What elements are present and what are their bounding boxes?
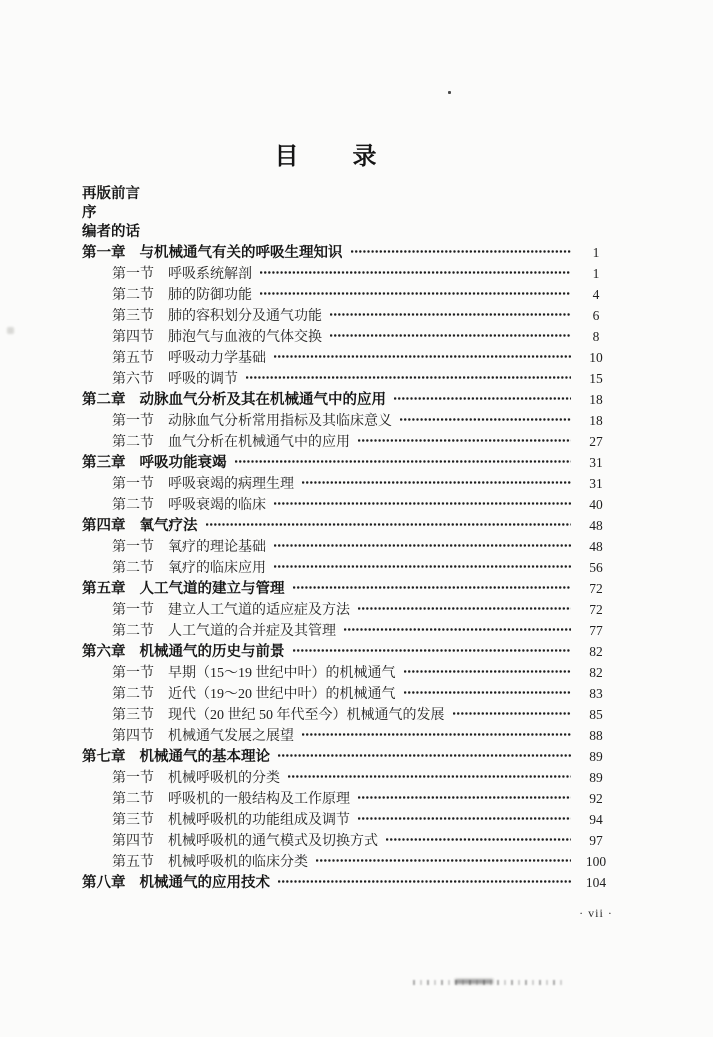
toc-entry-label: 第一节 <box>112 771 154 786</box>
scan-spot <box>448 91 451 94</box>
toc-entry-page-number: 94 <box>589 812 603 827</box>
toc-entry-label: 第八章 <box>82 875 126 891</box>
toc-entry-label: 第一节 <box>112 267 154 282</box>
toc-entry-page-number: 72 <box>589 581 603 596</box>
toc-row <box>82 872 612 893</box>
dot-leader <box>274 564 571 569</box>
toc-entry-title: 与机械通气有关的呼吸生理知识 <box>139 245 343 261</box>
toc-entry-page-number: 77 <box>589 623 603 638</box>
toc-entry-title: 呼吸机的一般结构及工作原理 <box>168 792 350 807</box>
toc-entry-page-number: 40 <box>589 497 603 512</box>
dot-leader <box>293 648 572 653</box>
toc-row <box>82 641 612 662</box>
dot-leader <box>278 753 571 758</box>
toc-entry-page-number: 4 <box>592 287 600 302</box>
dot-leader <box>358 816 571 821</box>
toc-entry-title: 呼吸衰竭的病理生理 <box>168 477 294 492</box>
toc-row <box>82 410 612 431</box>
toc-entry-page-number: 1 <box>592 266 600 281</box>
toc-entry-title: 现代（20 世纪 50 年代至今）机械通气的发展 <box>168 708 445 723</box>
page-title: 目 录 <box>274 144 379 170</box>
toc-entry-title: 早期（15～19 世纪中叶）的机械通气 <box>168 666 396 681</box>
toc-row <box>82 809 612 830</box>
toc-entry-label: 第一节 <box>112 414 154 429</box>
toc-row <box>82 746 612 767</box>
scan-mark <box>7 327 14 334</box>
dot-leader <box>260 291 571 296</box>
toc-entry-title: 机械呼吸机的分类 <box>168 771 280 786</box>
toc-entry-title: 肺泡气与血液的气体交换 <box>168 330 322 345</box>
toc-entry-page-number: 83 <box>589 686 603 701</box>
toc-row <box>82 284 612 305</box>
page-number-folio: · vii · <box>579 906 613 920</box>
toc-entry-page-number: 92 <box>589 791 603 806</box>
toc-entry-page-number: 104 <box>585 875 607 890</box>
toc-entry-label: 第三节 <box>112 309 154 324</box>
toc-entry-page-number: 48 <box>589 539 603 554</box>
toc-entry-page-number: 88 <box>589 728 603 743</box>
toc-entry-label: 第四节 <box>112 834 154 849</box>
toc-entry-page-number: 27 <box>589 434 603 449</box>
toc-row <box>82 536 612 557</box>
toc-entry-page-number: 31 <box>589 455 603 470</box>
toc-list <box>82 242 612 893</box>
toc-entry-page-number: 18 <box>589 413 603 428</box>
toc-entry-title: 建立人工气道的适应症及方法 <box>168 603 350 618</box>
toc-entry-title: 呼吸动力学基础 <box>168 351 266 366</box>
front-matter-list <box>82 185 140 242</box>
toc-entry-title: 动脉血气分析常用指标及其临床意义 <box>168 414 392 429</box>
dot-leader <box>235 459 572 464</box>
toc-entry-title: 人工气道的建立与管理 <box>139 581 285 597</box>
toc-entry-page-number: 89 <box>589 749 603 764</box>
toc-entry-label: 第六章 <box>82 644 126 660</box>
dot-leader <box>288 774 571 779</box>
toc-entry-label: 第五节 <box>112 351 154 366</box>
dot-leader <box>316 858 571 863</box>
toc-entry-page-number: 6 <box>592 308 600 323</box>
dot-leader <box>330 333 571 338</box>
toc-row <box>82 704 612 725</box>
dot-leader <box>351 249 572 254</box>
toc-entry-title: 机械通气的历史与前景 <box>139 644 285 660</box>
toc-entry-label: 第二节 <box>112 498 154 513</box>
dot-leader <box>386 837 571 842</box>
toc-row <box>82 494 612 515</box>
toc-row <box>82 788 612 809</box>
toc-entry-label: 第五章 <box>82 581 126 597</box>
toc-entry-label: 第一章 <box>82 245 126 261</box>
dot-leader <box>302 732 571 737</box>
toc-entry-title: 肺的防御功能 <box>168 288 252 303</box>
toc-row <box>82 515 612 536</box>
toc-entry-title: 近代（19～20 世纪中叶）的机械通气 <box>168 687 396 702</box>
toc-row <box>82 347 612 368</box>
toc-entry-label: 第一节 <box>112 603 154 618</box>
toc-entry-page-number: 82 <box>589 665 603 680</box>
toc-entry-label: 第一节 <box>112 666 154 681</box>
toc-entry-title: 机械呼吸机的临床分类 <box>168 855 308 870</box>
dot-leader <box>404 669 572 674</box>
dot-leader <box>293 585 572 590</box>
toc-entry-title: 机械呼吸机的功能组成及调节 <box>168 813 350 828</box>
toc-row <box>82 368 612 389</box>
toc-entry-title: 呼吸的调节 <box>168 372 238 387</box>
front-matter-item: 编者的话 <box>82 224 140 240</box>
toc-entry-title: 机械通气发展之展望 <box>168 729 294 744</box>
dot-leader <box>344 627 571 632</box>
dot-leader <box>278 879 571 884</box>
toc-entry-label: 第一节 <box>112 477 154 492</box>
dot-leader <box>246 375 571 380</box>
toc-entry-page-number: 1 <box>592 245 600 260</box>
toc-entry-label: 第三章 <box>82 455 126 471</box>
toc-entry-label: 第三节 <box>112 708 154 723</box>
toc-entry-title: 血气分析在机械通气中的应用 <box>168 435 350 450</box>
toc-entry-label: 第二节 <box>112 792 154 807</box>
toc-row <box>82 557 612 578</box>
toc-entry-title: 氧疗的理论基础 <box>168 540 266 555</box>
toc-entry-page-number: 97 <box>589 833 603 848</box>
toc-entry-page-number: 18 <box>589 392 603 407</box>
toc-entry-title: 呼吸系统解剖 <box>168 267 252 282</box>
toc-entry-page-number: 8 <box>592 329 600 344</box>
toc-entry-label: 第二节 <box>112 288 154 303</box>
toc-entry-title: 动脉血气分析及其在机械通气中的应用 <box>139 392 386 408</box>
toc-entry-title: 氧气疗法 <box>139 518 198 534</box>
toc-entry-page-number: 56 <box>589 560 603 575</box>
toc-entry-page-number: 82 <box>589 644 603 659</box>
toc-entry-page-number: 15 <box>589 371 603 386</box>
toc-entry-label: 第二节 <box>112 561 154 576</box>
toc-row <box>82 578 612 599</box>
toc-entry-label: 第三节 <box>112 813 154 828</box>
dot-leader <box>400 417 571 422</box>
toc-entry-label: 第二节 <box>112 687 154 702</box>
dot-leader <box>358 795 571 800</box>
scan-smudge <box>413 980 563 985</box>
dot-leader <box>274 354 571 359</box>
dot-leader <box>260 270 571 275</box>
toc-entry-label: 第一节 <box>112 540 154 555</box>
toc-entry-label: 第五节 <box>112 855 154 870</box>
dot-leader <box>330 312 571 317</box>
toc-entry-title: 肺的容积划分及通气功能 <box>168 309 322 324</box>
toc-entry-label: 第四节 <box>112 330 154 345</box>
toc-entry-label: 第二章 <box>82 392 126 408</box>
dot-leader <box>274 501 571 506</box>
toc-entry-title: 呼吸衰竭的临床 <box>168 498 266 513</box>
toc-entry-title: 机械呼吸机的通气模式及切换方式 <box>168 834 378 849</box>
toc-entry-label: 第六节 <box>112 372 154 387</box>
toc-row <box>82 305 612 326</box>
toc-row <box>82 431 612 452</box>
dot-leader <box>358 606 571 611</box>
toc-row <box>82 263 612 284</box>
dot-leader <box>302 480 571 485</box>
toc-entry-label: 第二节 <box>112 624 154 639</box>
front-matter-item: 再版前言 <box>82 186 140 202</box>
dot-leader <box>453 711 572 716</box>
toc-entry-label: 第二节 <box>112 435 154 450</box>
dot-leader <box>206 522 572 527</box>
toc-entry-page-number: 89 <box>589 770 603 785</box>
toc-entry-title: 呼吸功能衰竭 <box>139 455 227 471</box>
dot-leader <box>274 543 571 548</box>
toc-entry-page-number: 48 <box>589 518 603 533</box>
toc-entry-label: 第四节 <box>112 729 154 744</box>
toc-entry-page-number: 72 <box>589 602 603 617</box>
toc-entry-title: 机械通气的基本理论 <box>139 749 270 765</box>
dot-leader <box>358 438 571 443</box>
toc-entry-page-number: 100 <box>585 854 607 869</box>
toc-entry-page-number: 10 <box>589 350 603 365</box>
toc-entry-label: 第四章 <box>82 518 126 534</box>
toc-row <box>82 326 612 347</box>
toc-row <box>82 830 612 851</box>
toc-entry-page-number: 85 <box>589 707 603 722</box>
toc-row <box>82 452 612 473</box>
toc-row <box>82 473 612 494</box>
toc-row <box>82 767 612 788</box>
toc-entry-page-number: 31 <box>589 476 603 491</box>
toc-row <box>82 683 612 704</box>
toc-entry-label: 第七章 <box>82 749 126 765</box>
toc-row <box>82 851 612 872</box>
dot-leader <box>394 396 571 401</box>
toc-row <box>82 725 612 746</box>
toc-row <box>82 599 612 620</box>
toc-entry-title: 人工气道的合并症及其管理 <box>168 624 336 639</box>
toc-row <box>82 389 612 410</box>
toc-row <box>82 662 612 683</box>
toc-row <box>82 620 612 641</box>
front-matter-item: 序 <box>82 205 97 221</box>
toc-row <box>82 242 612 263</box>
dot-leader <box>404 690 572 695</box>
toc-entry-title: 氧疗的临床应用 <box>168 561 266 576</box>
toc-entry-title: 机械通气的应用技术 <box>139 875 270 891</box>
